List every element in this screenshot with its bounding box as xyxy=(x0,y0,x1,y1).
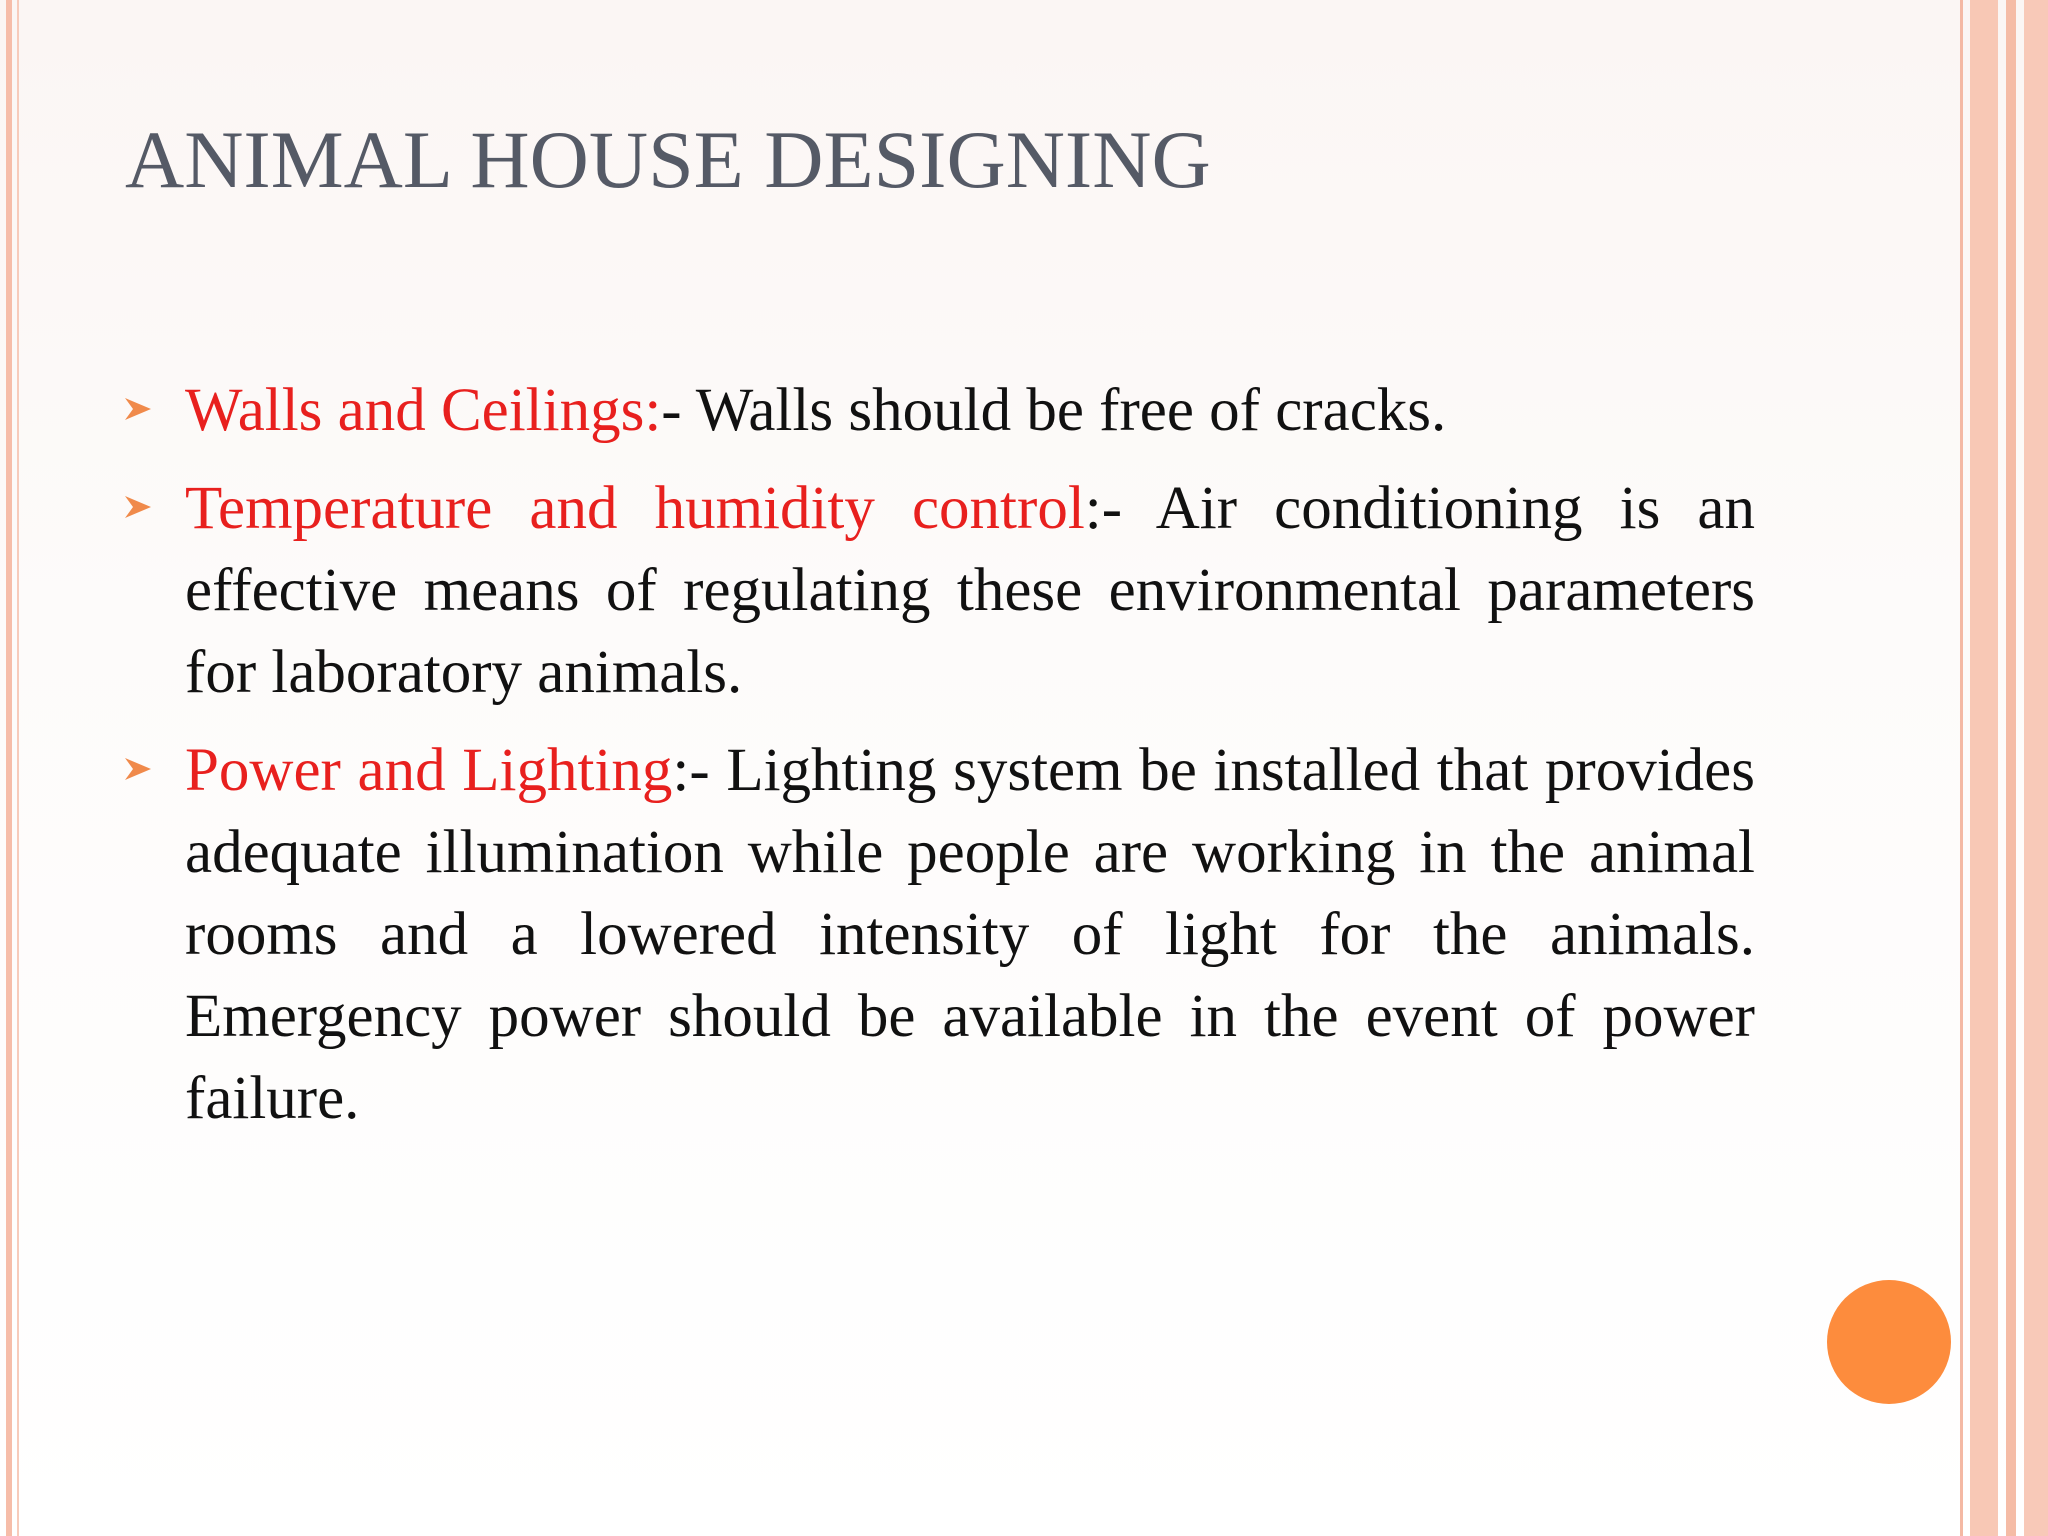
bullet-power-lighting xyxy=(185,730,1755,1140)
right-border-thin-line xyxy=(1960,0,1963,1536)
bullet-term: Power and Lighting xyxy=(185,737,673,804)
bullet-list xyxy=(185,370,1755,1156)
right-border-edge xyxy=(2024,0,2048,1536)
bullet-text: :- Air conditioning is an effective means of regulating these environmental parameters for laboratory animals. xyxy=(185,475,1755,706)
bullet-text: :- Lighting system be installed that provides adequate illumination while people are working in the animal rooms and a lowered intensity of light for the animals. Emergency power should be available in the event of power failure. xyxy=(185,737,1755,1132)
right-border-line xyxy=(2006,0,2016,1536)
bullet-temperature-humidity xyxy=(185,468,1755,714)
orange-circle-decoration xyxy=(1827,1280,1951,1404)
bullet-walls-ceilings xyxy=(185,370,1755,452)
bullet-term: Walls and Ceilings: xyxy=(185,377,662,444)
slide-title: ANIMAL HOUSE DESIGNING xyxy=(125,114,1211,205)
right-border-band xyxy=(1970,0,1998,1536)
bullet-text: - Walls should be free of cracks. xyxy=(661,377,1447,444)
bullet-term: Temperature and humidity control xyxy=(185,475,1085,542)
left-border-line xyxy=(6,0,12,1536)
left-border-thin-line xyxy=(17,0,19,1536)
